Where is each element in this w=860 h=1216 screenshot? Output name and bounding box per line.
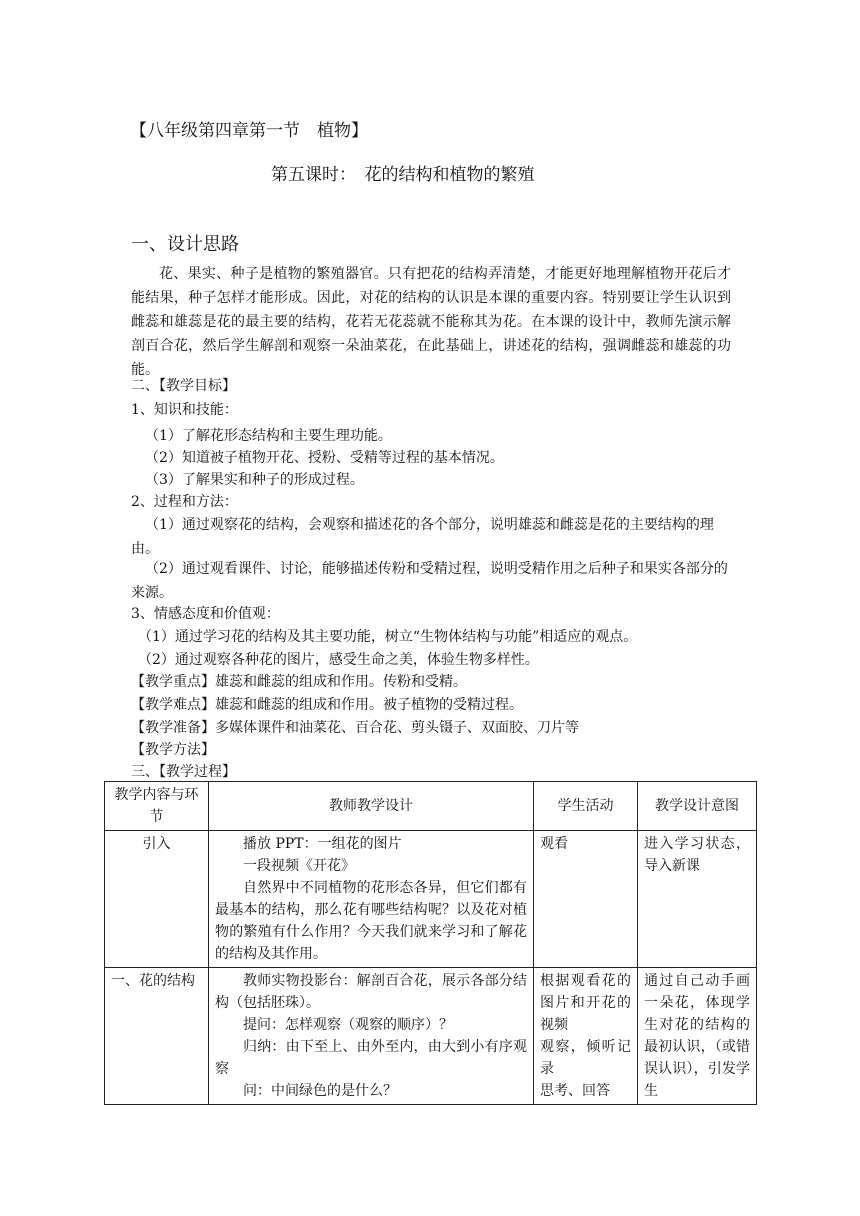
key-points-label: 【教学重点】 xyxy=(131,674,215,690)
process-method-heading: 2、过程和方法： xyxy=(131,494,238,510)
goals-heading: 二、【教学目标】 xyxy=(131,378,236,394)
difficult-points-text: 雄蕊和雌蕊的组成和作用。被子植物的受精过程。 xyxy=(215,697,523,713)
teacher-line: 一段视频《开花》 xyxy=(243,858,355,874)
column-header: 教学设计意图 xyxy=(638,782,757,831)
lesson-subtitle: 第五课时： 花的结构和植物的繁殖 xyxy=(271,165,535,185)
column-header: 教师教学设计 xyxy=(209,782,534,831)
teacher-cell xyxy=(209,968,534,1105)
teacher-line: 播放 PPT：一组花的图片 xyxy=(243,836,402,852)
content-cell: 引入 xyxy=(105,831,209,968)
process-method-item: （2）通过观看课件、讨论，能够描述传粉和受精过程，说明受精作用之后种子和果实各部分的来源。 xyxy=(131,561,728,601)
content-cell: 一、花的结构 xyxy=(105,968,209,1105)
student-line: 观察，倾听记录 xyxy=(540,1039,631,1077)
table-row xyxy=(105,831,757,968)
table-row xyxy=(105,968,757,1105)
teacher-line: 自然界中不同植物的花形态各异，但它们都有最基本的结构，那么花有哪些结构呢？以及花对植物的繁殖有什么作用？今天我们就来学习和了解花的结构及其作用。 xyxy=(215,880,527,962)
knowledge-item: （3）了解果实和种子的形成过程。 xyxy=(145,472,364,488)
teacher-line: 教师实物投影台：解剖百合花，展示各部分结构（包括胚珠）。 xyxy=(215,973,527,1011)
teacher-cell xyxy=(209,831,534,968)
difficult-points-label: 【教学难点】 xyxy=(131,697,215,713)
intent-cell: 通过自己动手画一朵花，体现学生对花的结构的最初认识，（或错误认识），引发学生 xyxy=(638,968,757,1105)
design-paragraph: 花、果实、种子是植物的繁殖器官。只有把花的结构弄清楚，才能更好地理解植物开花后才能结果，种子怎样才能形成。因此，对花的结构的认识是本课的重要内容。特别要让学生认识到雌蕊和雄蕊是花的最主要的结构，花若无花蕊就不能称其为花。在本课的设计中，教师先演示解剖百合花，然后学生解剖和观察一朵油菜花，在此基础上，讲述花的结构，强调雌蕊和雄蕊的功能。 xyxy=(131,266,731,378)
teacher-line: 问：中间绿色的是什么？ xyxy=(243,1083,397,1099)
lesson-process-table xyxy=(104,781,757,1105)
method-heading: 【教学方法】 xyxy=(131,742,215,758)
student-line: 根据观看花的图片和开花的视频 xyxy=(540,973,631,1033)
student-line: 思考、回答 xyxy=(540,1083,610,1099)
preparation-label: 【教学准备】 xyxy=(131,720,215,736)
process-heading: 三、【教学过程】 xyxy=(131,764,236,780)
process-method-item: （1）通过观察花的结构，会观察和描述花的各个部分，说明雄蕊和雌蕊是花的主要结构的理由。 xyxy=(131,517,714,557)
knowledge-item: （2）知道被子植物开花、授粉、受精等过程的基本情况。 xyxy=(145,450,504,466)
student-cell xyxy=(534,968,638,1105)
attitude-item: （2）通过观察各种花的图片，感受生命之美，体验生物多样性。 xyxy=(138,652,539,668)
key-points xyxy=(131,670,467,694)
teacher-line: 提问：怎样观察（观察的顺序）？ xyxy=(243,1017,453,1033)
teacher-line: 归纳：由下至上、由外至内，由大到小有序观察 xyxy=(215,1039,527,1077)
knowledge-heading: 1、知识和技能： xyxy=(131,402,238,418)
difficult-points xyxy=(131,693,523,717)
key-points-text: 雄蕊和雌蕊的组成和作用。传粉和受精。 xyxy=(215,674,467,690)
column-header: 学生活动 xyxy=(534,782,638,831)
student-cell: 观看 xyxy=(534,831,638,968)
column-header: 教学内容与环节 xyxy=(105,782,209,831)
attitude-heading: 3、情感态度和价值观： xyxy=(131,606,280,622)
preparation-text: 多媒体课件和油菜花、百合花、剪头镊子、双面胶、刀片等 xyxy=(215,720,579,736)
section-heading-design: 一、设计思路 xyxy=(131,234,239,255)
document-title: 【八年级第四章第一节 植物】 xyxy=(130,121,368,141)
attitude-item: （1）通过学习花的结构及其主要功能，树立“生物体结构与功能”相适应的观点。 xyxy=(138,629,638,645)
intent-cell: 进入学习状态，导入新课 xyxy=(638,831,757,968)
preparation xyxy=(131,716,579,740)
table-header-row xyxy=(105,782,757,831)
knowledge-item: （1）了解花形态结构和主要生理功能。 xyxy=(145,428,392,444)
